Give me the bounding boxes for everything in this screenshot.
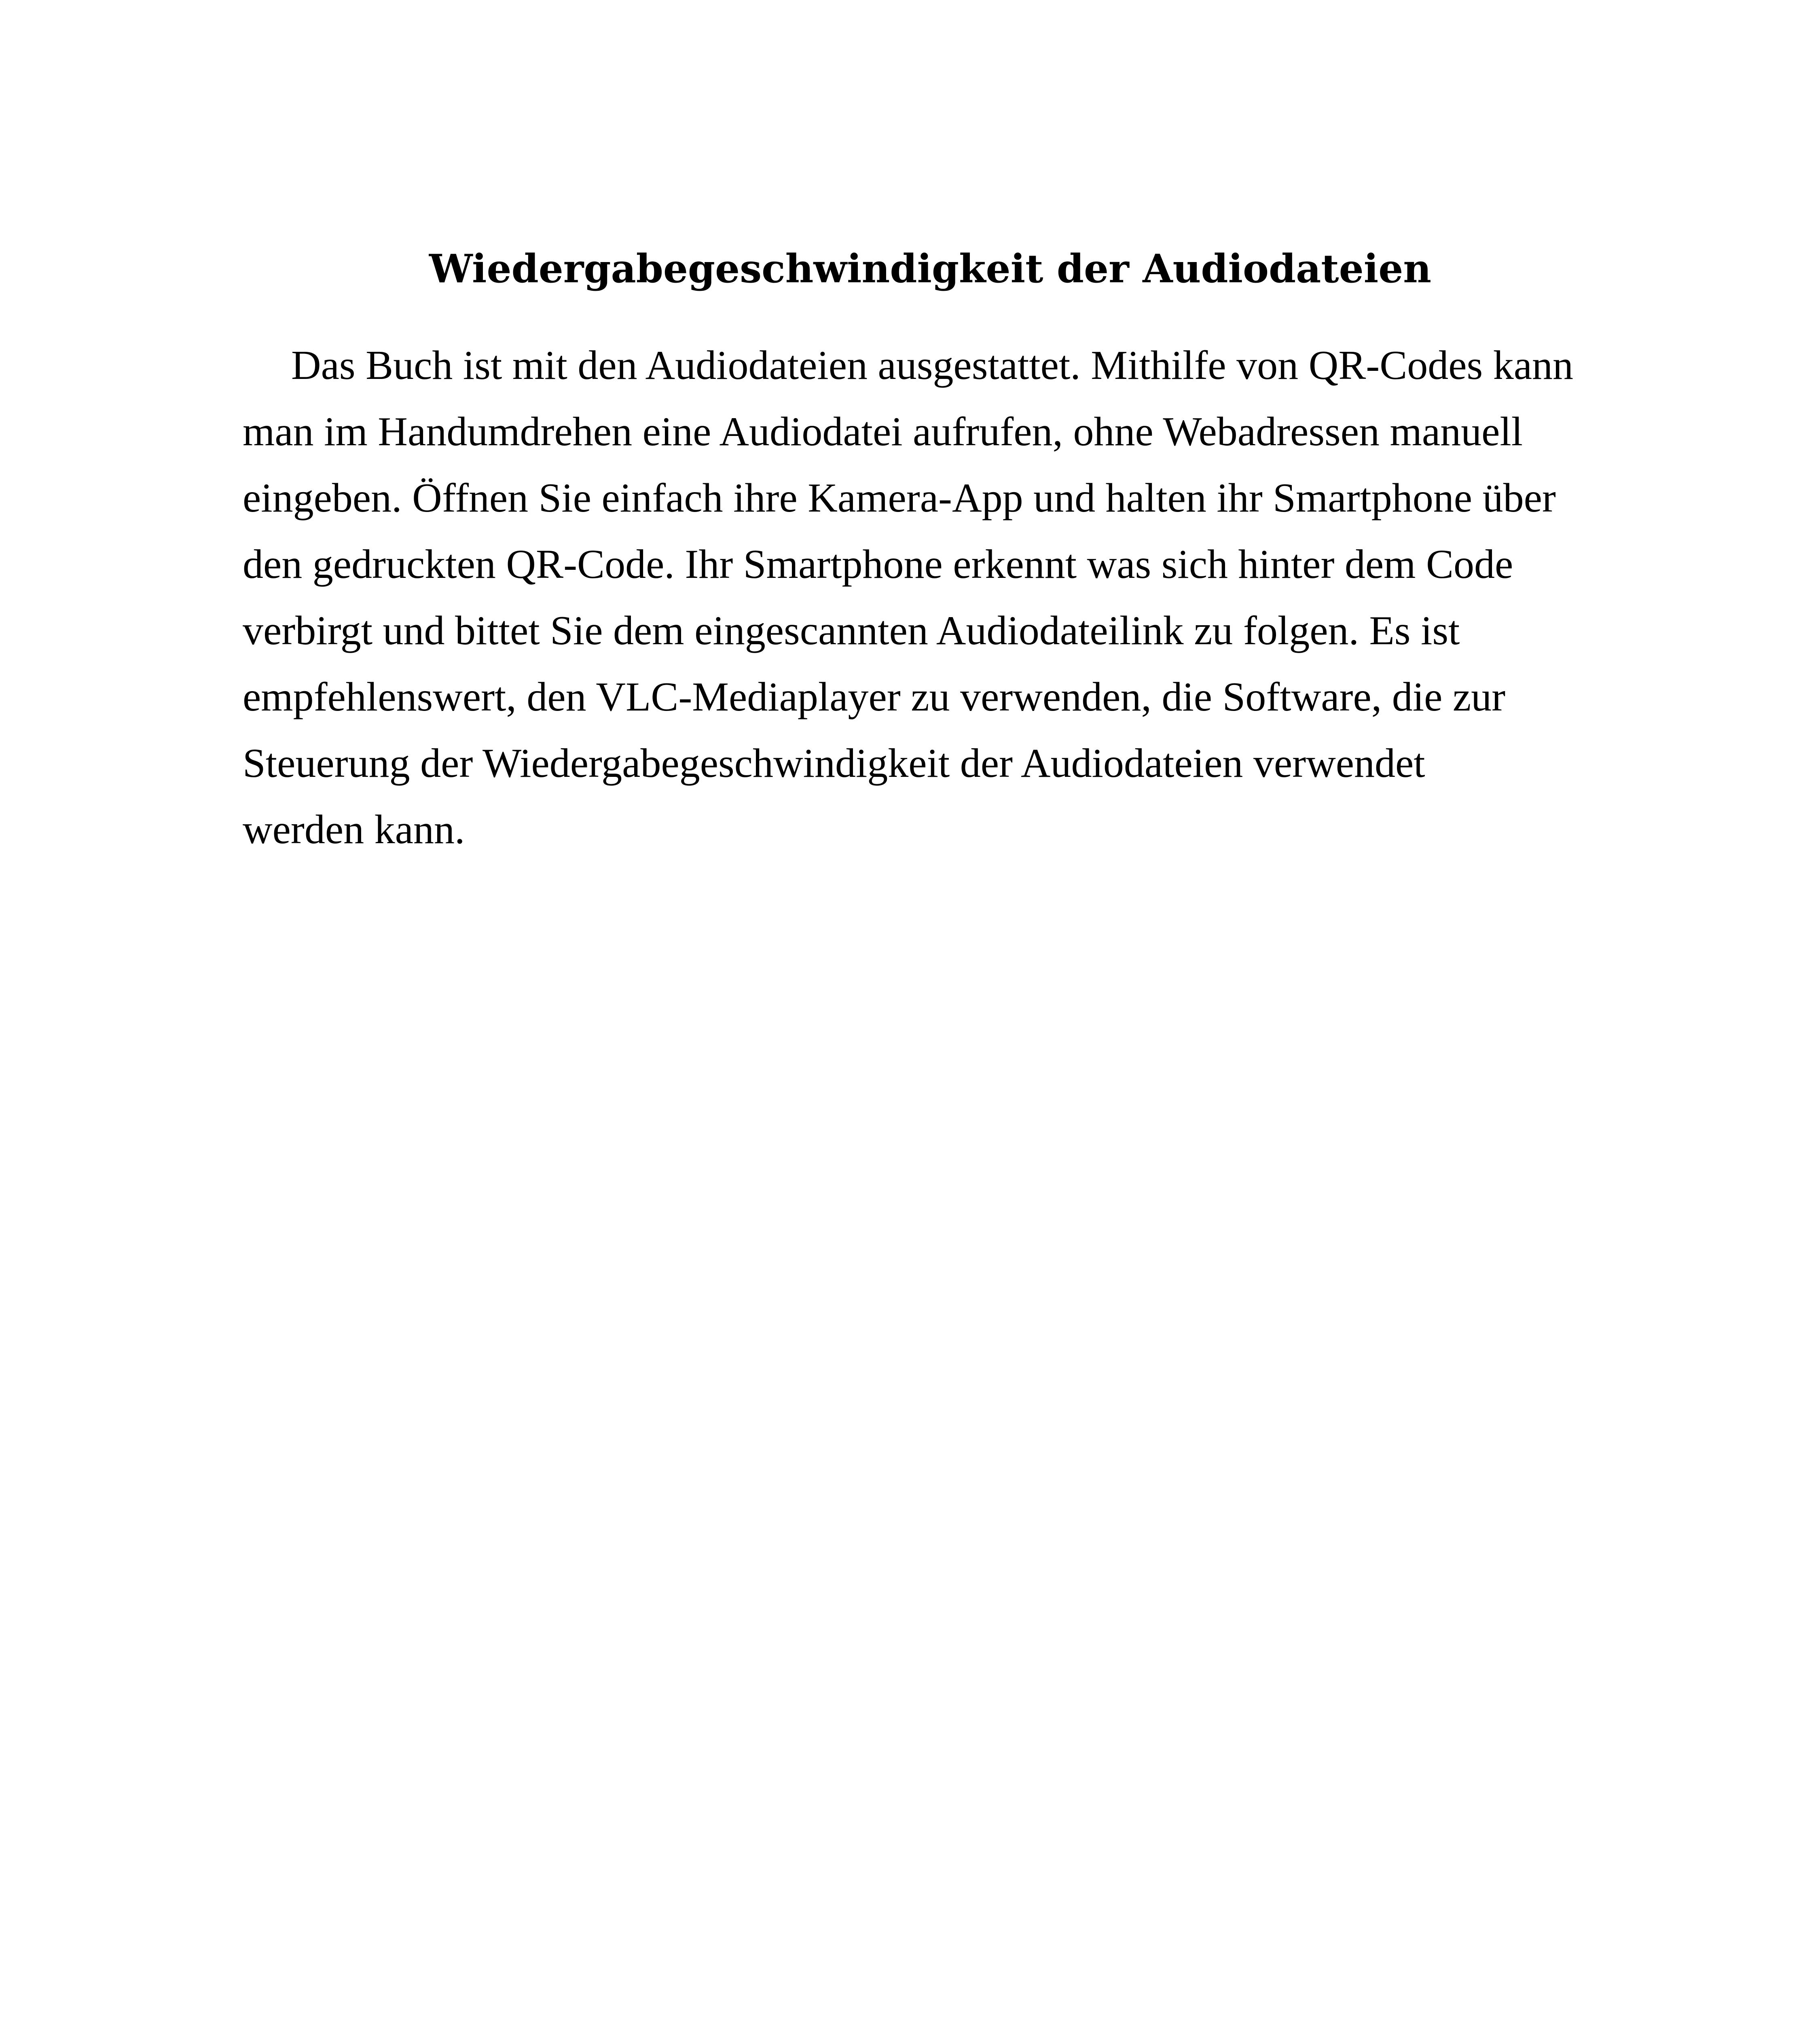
section-heading: Wiedergabegeschwindigkeit der Audiodateien: [429, 246, 1432, 292]
paragraph-line: eingeben. Öffnen Sie einfach ihre Kamera-App und halten ihr Smartphone über: [243, 475, 1556, 521]
paragraph-line: man im Handumdrehen eine Audiodatei aufrufen, ohne Webadressen manuell: [243, 409, 1523, 455]
paragraph-line: empfehlenswert, den VLC-Mediaplayer zu verwenden, die Software, die zur: [243, 674, 1506, 720]
paragraph-line: den gedruckten QR-Code. Ihr Smartphone erkennt was sich hinter dem Code: [243, 541, 1513, 587]
paragraph-line: Das Buch ist mit den Audiodateien ausgestattet. Mithilfe von QR-Codes kann: [291, 343, 1574, 388]
body-paragraph: [243, 332, 1626, 863]
paragraph-line: verbirgt und bittet Sie dem eingescannten Audiodateilink zu folgen. Es ist: [243, 608, 1460, 654]
paragraph-line: Steuerung der Wiedergabegeschwindigkeit der Audiodateien verwendet: [243, 740, 1425, 786]
paragraph-line: werden kann.: [243, 807, 465, 852]
